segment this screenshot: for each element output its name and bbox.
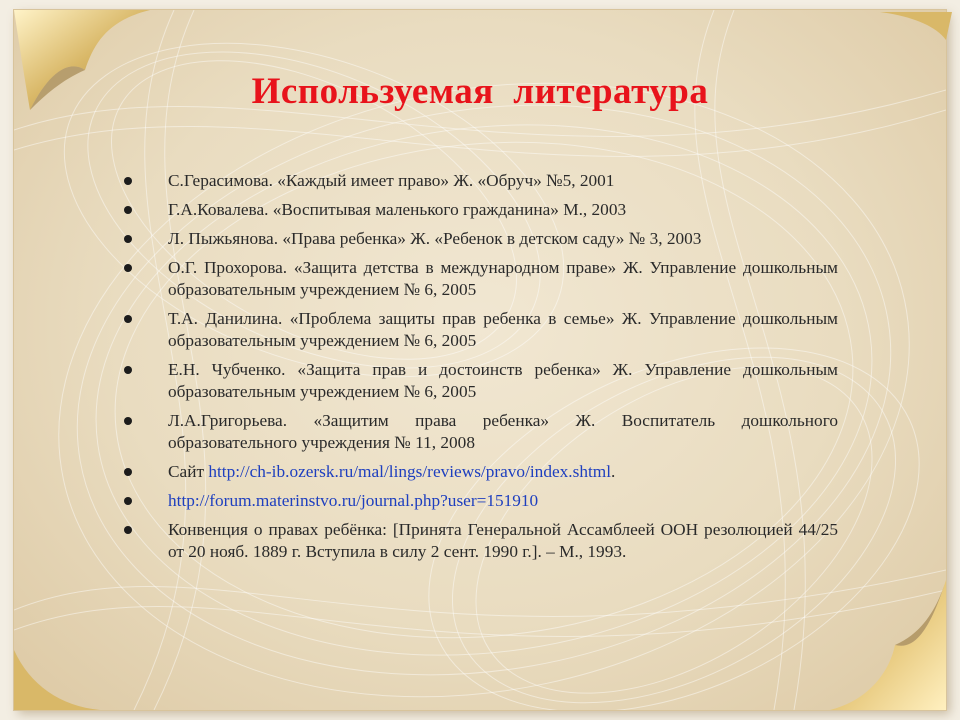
bullet-icon	[124, 366, 132, 374]
reference-item	[122, 257, 838, 301]
bullet-icon	[124, 468, 132, 476]
reference-text: О.Г. Прохорова. «Защита детства в международном праве» Ж. Управление дошкольным образовательным учреждением № 6, 2005	[168, 258, 838, 299]
bullet-icon	[124, 417, 132, 425]
reference-item-forum	[122, 490, 838, 512]
reference-item	[122, 199, 838, 221]
reference-item	[122, 170, 838, 192]
references-list	[122, 170, 838, 570]
reference-prefix: Сайт	[168, 462, 209, 481]
bullet-icon	[124, 315, 132, 323]
page-curl-bottom-right	[800, 560, 960, 720]
reference-suffix: .	[611, 462, 616, 481]
reference-text: Конвенция о правах ребёнка: [Принята Генеральной Ассамблеей ООН резолюцией 44/25 от 20 нояб. 1889 г. Вступила в силу 2 сент. 1990 г.]. – М., 1993.	[168, 520, 838, 561]
slide-title: Используемая литература	[251, 71, 709, 112]
website-link-materinstvo[interactable]: http://forum.materinstvo.ru/journal.php?user=151910	[168, 491, 539, 510]
bullet-icon	[124, 526, 132, 534]
reference-text: Е.Н. Чубченко. «Защита прав и достоинств ребенка» Ж. Управление дошкольным образовательным учреждением № 6, 2005	[168, 360, 838, 401]
reference-text: С.Герасимова. «Каждый имеет право» Ж. «Обруч» №5, 2001	[168, 171, 615, 190]
reference-item	[122, 308, 838, 352]
reference-item	[122, 519, 838, 563]
bullet-icon	[124, 264, 132, 272]
reference-item	[122, 410, 838, 454]
reference-item	[122, 359, 838, 403]
page-curl-bottom-left	[0, 640, 110, 720]
reference-text: Л.А.Григорьева. «Защитим права ребенка» Ж. Воспитатель дошкольного образовательного учреждения № 11, 2008	[168, 411, 838, 452]
bullet-icon	[124, 206, 132, 214]
reference-item	[122, 228, 838, 250]
page-curl-top-right	[840, 0, 960, 70]
bullet-icon	[124, 235, 132, 243]
website-link-ozersk[interactable]: http://ch-ib.ozersk.ru/mal/lings/reviews/pravo/index.shtml	[208, 462, 612, 481]
reference-text: Т.А. Данилина. «Проблема защиты прав ребенка в семье» Ж. Управление дошкольным образовательным учреждением № 6, 2005	[168, 309, 838, 350]
reference-item-website	[122, 461, 838, 483]
reference-text: Л. Пыжьянова. «Права ребенка» Ж. «Ребенок в детском саду» № 3, 2003	[168, 229, 702, 248]
bullet-icon	[124, 177, 132, 185]
bullet-icon	[124, 497, 132, 505]
reference-text: Г.А.Ковалева. «Воспитывая маленького гражданина» М., 2003	[168, 200, 627, 219]
